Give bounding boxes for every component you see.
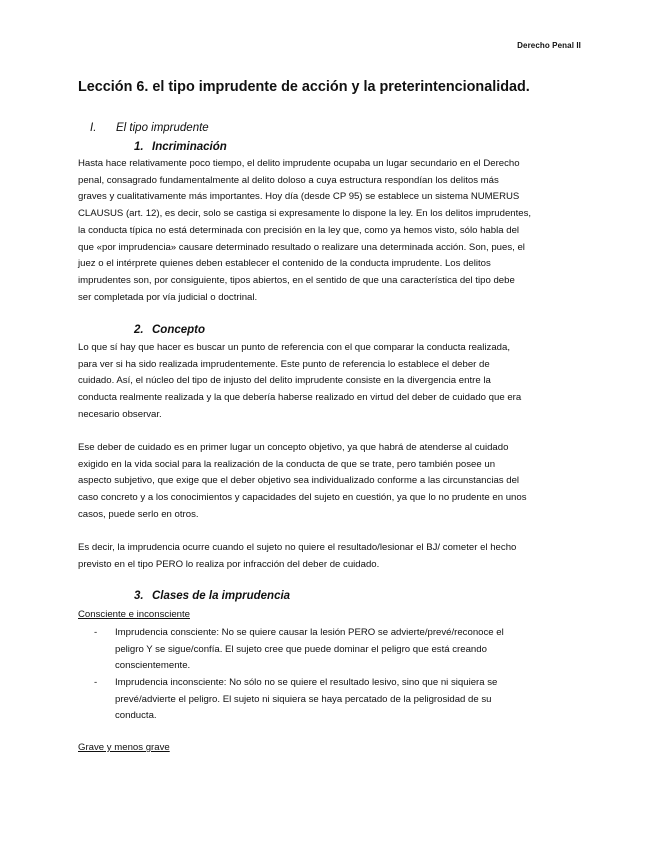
paragraph-line: Lo que sí hay que hacer es buscar un punto de referencia con el que comparar la conducta realizada, (78, 342, 510, 353)
paragraph-line: cuidado. Así, el núcleo del tipo de injusto del delito imprudente consiste en la divergencia entre la (78, 375, 491, 387)
subsection-title: Concepto (152, 324, 206, 336)
paragraph-line: CLAUSUS (art. 12), es decir, solo se castiga si expresamente lo dispone la ley. En los delitos imprudentes, (78, 208, 532, 220)
paragraph-line: la conducta típica no está determinada con precisión en la ley que, como ya hemos visto, sólo habla del (78, 224, 520, 236)
paragraph-line: para ver si ha sido realizada imprudentemente. Este punto de referencia lo establece el deber de (78, 358, 490, 370)
paragraph-line: conducta realmente realizada y la que debería haberse realizado en virtud del deber de cuidado que era (78, 392, 522, 404)
bullet-line: conducta. (115, 710, 157, 722)
paragraph-line: ser completada por vía judicial o doctrinal. (78, 291, 258, 303)
paragraph-line: casos, puede serlo en otros. (78, 508, 199, 520)
section-heading (90, 122, 209, 134)
page-header: Derecho Penal II (517, 41, 581, 50)
paragraph-line: juez o el intérprete quienes deben establecer el contenido de la conducta imprudente. Los delitos (78, 258, 491, 270)
paragraph-line: graves y cualitativamente más importantes. Hoy día (desde CP 95) se establece un sistema NUMERUS (78, 191, 520, 203)
bullet-line: Imprudencia inconsciente: No sólo no se quiere el resultado lesivo, sino que ni siquiera se (115, 677, 498, 688)
subsection-title: Clases de la imprudencia (152, 590, 291, 602)
paragraph-line: Hasta hace relativamente poco tiempo, el delito imprudente ocupaba un lugar secundario en el Derecho (78, 158, 520, 169)
paragraph-line: que «por imprudencia» causare determinado resultado o realizare una determinada acción. Son, pues, el (78, 241, 525, 253)
subsection-heading-clases (134, 590, 290, 602)
subheading-grave: Grave y menos grave (78, 742, 170, 753)
bullet-dash: - (94, 627, 98, 638)
bullet-line: prevé/advierte el peligro. El sujeto ni siquiera se haya percatado de la peligrosidad de su (115, 693, 492, 705)
section-title: El tipo imprudente (116, 122, 209, 134)
subsection-heading-concepto (134, 324, 205, 336)
paragraph-line: penal, consagrado fundamentalmente al delito doloso a cuya estructura respondían los delitos más (78, 174, 499, 186)
bullet-line: conscientemente. (115, 660, 191, 672)
paragraph-incriminacion (78, 156, 578, 306)
paragraph-line: Ese deber de cuidado es en primer lugar un concepto objetivo, ya que habrá de atenderse al cuidado (78, 442, 509, 453)
paragraph-line: caso concreto y a los conocimientos y capacidades del sujeto en cuestión, ya que lo no prudente en unos (78, 492, 527, 504)
subheading-consciente: Consciente e inconsciente (78, 609, 190, 620)
section-number: I. (90, 122, 97, 134)
paragraph-concepto-2 (78, 440, 578, 524)
paragraph-concepto-3 (78, 540, 578, 573)
bullet-line: peligro Y se sigue/confía. El sujeto cree que puede dominar el peligro que está creando (115, 643, 487, 655)
paragraph-line: Es decir, la imprudencia ocurre cuando el sujeto no quiere el resultado/lesionar el BJ/ cometer el hecho (78, 542, 517, 553)
paragraph-line: imprudentes son, por consiguiente, tipos abiertos, en el sentido de que una característica del tipo debe (78, 274, 515, 286)
paragraph-concepto-1 (78, 340, 578, 424)
subsection-title: Incriminación (152, 141, 227, 153)
bullet-line: Imprudencia consciente: No se quiere causar la lesión PERO se advierte/prevé/reconoce el (115, 627, 504, 638)
lesson-title: Lección 6. el tipo imprudente de acción y la preterintencionalidad. (78, 79, 530, 95)
bullet-dash: - (94, 677, 98, 688)
subsection-number: 2. (134, 324, 144, 336)
paragraph-line: previsto en el tipo PERO lo realiza por infracción del deber de cuidado. (78, 558, 380, 570)
paragraph-line: aspecto subjetivo, que exige que el deber objetivo sea individualizado conforme a las circunstancias del (78, 475, 520, 487)
paragraph-line: necesario observar. (78, 408, 162, 420)
subsection-number: 3. (134, 590, 144, 602)
subsection-number: 1. (134, 141, 144, 153)
paragraph-line: exigido en la vida social para la realización de la conducta de que se trate, pero también posee un (78, 458, 496, 470)
subsection-heading-incriminacion (134, 141, 227, 153)
